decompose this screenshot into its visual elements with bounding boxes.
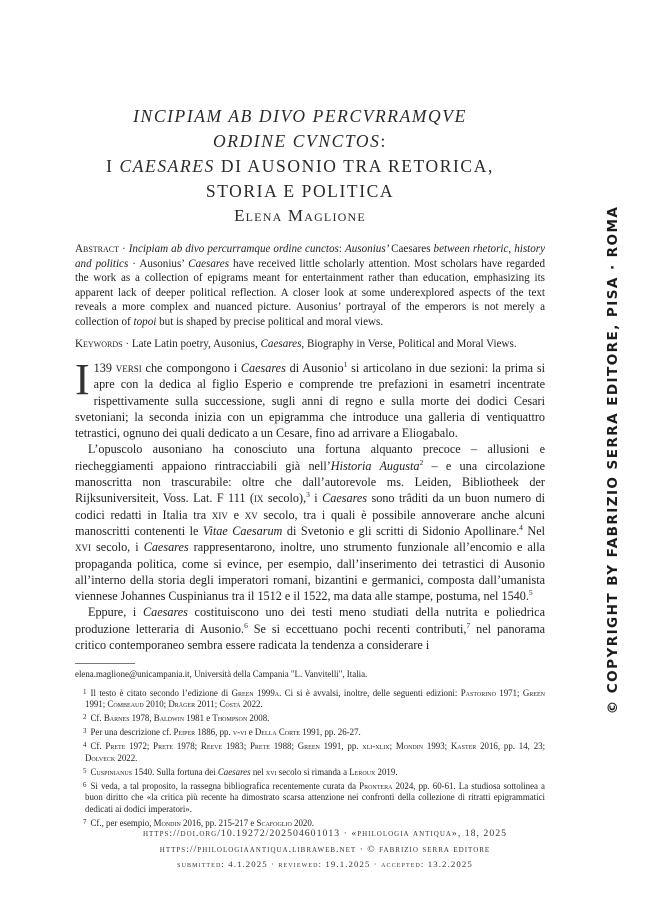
footnote-3 xyxy=(75,726,545,739)
abstract-title-en: between rhetoric, history and politics xyxy=(75,243,546,270)
footnote-text: Cf. xyxy=(90,741,106,751)
keywords-label: Keywords xyxy=(75,338,123,350)
author-name: Elena Maglione xyxy=(234,206,366,225)
footnote-citation: Leroux 2019 xyxy=(349,766,396,777)
paragraph-3 xyxy=(75,604,545,653)
footnote-number: 6 xyxy=(83,780,87,789)
footnote-citation: Barnes 1978, Baldwin 1981 xyxy=(103,713,205,723)
author-affiliation: elena.maglione@unicampania.it, Università della Campania "L. Vanvitelli", Italia. xyxy=(75,669,368,679)
footnote-citation: Prete 1972; Prete 1978; Reeve 1983; Prete 1988; Green 1991 xyxy=(105,741,342,751)
body-text: xiv xyxy=(211,507,228,522)
footnote-text: . xyxy=(267,713,270,723)
footnote-citation: Della Corte 1991 xyxy=(254,727,321,737)
footnote-citation: Mondin 1993; Kaster 2016 xyxy=(395,741,498,751)
title-line-2-italic: ORDINE CVNCTOS xyxy=(213,131,381,151)
footnote-ref[interactable]: 3 xyxy=(306,490,310,500)
keywords-text: , Biography in Verse, Political and Moral Views. xyxy=(301,338,517,350)
footnote-4 xyxy=(75,740,545,764)
footnote-text: . Sulla fortuna dei xyxy=(152,766,218,777)
title-line-3 xyxy=(0,154,600,179)
title-line-3-prefix: I xyxy=(106,156,120,176)
body-text: Caesares xyxy=(240,361,286,375)
journal-url-line[interactable]: https://philologiaantiqua.libraweb.net · © fabrizio serra editore xyxy=(159,844,491,855)
footnotes xyxy=(75,669,545,831)
footnote-2 xyxy=(75,712,545,725)
title-line-2-colon: : xyxy=(380,131,387,151)
footnote-citation: Dolveck 2022 xyxy=(85,752,136,763)
footnote-6 xyxy=(75,780,545,816)
footnote-divider xyxy=(75,663,135,664)
side-copyright-notice xyxy=(598,205,628,715)
body-text: rappresentarono, inoltre, uno strumento funzionale all’encomio e alla propaganda politica, come si evince, per esempio, dall’inserimento dei tetrastici di Ausonio all’interno della storia degli imperatori romani, bizantini e germanici, composta dall’umanista viennese Johannes Cuspinianus tra il 1512 e il 1522, ma data alle stampe, postuma, nel 1540. xyxy=(75,540,545,604)
abstract-title-en: Caesares xyxy=(391,243,431,255)
body-text: Nel xyxy=(522,523,546,538)
doi-line[interactable]: https://doi.org/10.19272/202504601013 · «philologia antiqua», 18, 2025 xyxy=(142,828,508,839)
abstract-text: · Ausonius’ xyxy=(128,257,189,270)
abstract-text: topoi xyxy=(133,315,157,328)
body-text: ix xyxy=(253,491,264,506)
body-text: si articolano in due sezioni: la prima si apre con la dedica al figlio Esperio e comprende tre prefazioni in esametri incentrate rispettivamente sulla successione, sugli anni di regno e sulla morte dei dodici Cesari svetoniani; la seconda inizia con un epigramma che introduce una galleria di ventiquattro tetrastici, ognuno dei quali dedicato a un Cesare, fino ad arrivare a Eliogabalo. xyxy=(75,361,545,441)
footnote-text: . xyxy=(311,817,314,828)
abstract-sep: · xyxy=(119,243,129,255)
footnote-ref[interactable]: 5 xyxy=(528,588,533,598)
footnote-text: . xyxy=(135,752,138,763)
footnote-text: Caesares xyxy=(217,766,251,777)
footnote-ref[interactable]: 2 xyxy=(419,457,424,467)
footnote-text: , pp. 60-61. La studiosa sottolinea a buon diritto che «la critica più recente ha dimostrato scarsa attenzione nei confronti della collezione di ritratti epigrammatici dedicati ai dodici imperatori». xyxy=(85,780,545,814)
body-text: di Ausonio xyxy=(285,361,344,375)
abstract-text: Caesares xyxy=(188,257,230,270)
footnote-citation: Thompson 2008 xyxy=(212,713,268,723)
article-title xyxy=(0,104,600,204)
footnote-text: Il testo è citato secondo l’edizione di xyxy=(90,687,232,698)
footnote-text: , pp. xyxy=(215,727,233,737)
abstract-label: Abstract xyxy=(75,243,120,255)
keywords-text: Late Latin poetry, Ausonius, xyxy=(131,338,261,350)
footnote-text: xvi xyxy=(265,766,277,777)
footnote-text: , pp. 215-217 e xyxy=(200,817,257,828)
footnote-text: e xyxy=(246,727,255,737)
title-line-1: INCIPIAM AB DIVO PERCVRRAMQVE xyxy=(133,106,467,126)
body-text: e xyxy=(227,507,245,522)
footnote-number: 5 xyxy=(83,766,87,775)
body-text: Caesares xyxy=(142,605,188,620)
body-text: di Svetonio e gli scritti di Sidonio Apollinare. xyxy=(282,523,520,538)
body-text: Se si eccettuano pochi recenti contributi, xyxy=(247,621,467,636)
paragraph-2 xyxy=(75,441,545,604)
footnote-number: 1 xyxy=(83,687,87,696)
body-text: che compongono i xyxy=(141,361,241,375)
footnote-number: 4 xyxy=(83,741,87,749)
abstract-text: but is shaped by precise political and moral views. xyxy=(156,315,384,328)
footnote-text: Per una descrizione cf. xyxy=(90,727,174,737)
body-text: secolo, i xyxy=(91,540,144,555)
body-text: xvi xyxy=(75,540,91,555)
footnote-citation: Pastorino 1971; Green 1991; Combeaud 2010; Dräger 2011; Costa 2022 xyxy=(85,687,545,709)
footnote-text: secolo si rimanda a xyxy=(276,766,350,777)
abstract-text: : xyxy=(338,243,345,255)
drop-cap: I xyxy=(75,355,90,404)
footnote-ref[interactable]: 4 xyxy=(519,522,523,532)
body-text: i xyxy=(309,491,323,506)
title-line-3-suffix: DI AUSONIO TRA RETORICA, xyxy=(214,156,494,176)
footnote-text: nel xyxy=(250,766,266,777)
footnote-text: . xyxy=(260,699,263,709)
footnote-1 xyxy=(75,687,545,711)
footnote-text: ; xyxy=(389,741,396,751)
footnote-text: v-vi xyxy=(232,727,247,737)
body-text: 139 versi xyxy=(93,361,142,375)
title-line-3-italic: CAESARES xyxy=(119,156,215,176)
body-text: sono trâditi da un buon numero di codici redatti in Italia tra xyxy=(75,491,546,522)
body-text: nel panorama critico contemporaneo sembra essere radicata la tendenza a considerare i xyxy=(75,621,545,653)
abstract-title-latin: Incipiam ab divo percurramque ordine cunctos xyxy=(128,243,339,255)
footnote-text: , pp. xyxy=(341,741,363,751)
footnote-number: 7 xyxy=(83,817,87,826)
footnote-ref[interactable]: 6 xyxy=(244,620,248,630)
body-text: Historia Augusta xyxy=(330,458,420,473)
paragraph-1 xyxy=(75,355,545,441)
copyright-text: © COPYRIGHT BY FABRIZIO SERRA EDITORE, PISA · ROMA xyxy=(605,205,621,715)
keywords-sep: · xyxy=(122,338,132,350)
footnote-text: , pp. 26-27. xyxy=(320,727,361,737)
footnote-citation: Scafoglio 2020 xyxy=(256,817,312,828)
body-text: Vitae Caesarum xyxy=(202,523,283,538)
abstract-text: have received little scholarly attention. Most scholars have regarded the work as a collection of epigrams meant for entertainment rather than education, emphasizing its apparent lack of deeper political reflection. A closer look at some underexplored aspects of the text reveals a more complex and nuanced picture. Ausonius’ portrayal of the emperors is not merely a collection of xyxy=(75,257,546,328)
abstract xyxy=(75,242,545,330)
title-line-4: STORIA E POLITICA xyxy=(205,181,395,201)
footnote-citation: Cuspinianus 1540 xyxy=(90,766,153,777)
footnote-text: e xyxy=(204,713,213,723)
footnote-text: . xyxy=(395,766,398,777)
body-text: Eppure, i xyxy=(88,605,143,620)
body-text: xv xyxy=(244,507,258,522)
footnote-text: , pp. 14, 23; xyxy=(497,741,546,751)
body-text: – e una circolazione manoscritta non trascurabile: oltre che dall’autorevole ms. Leiden, Bibliotheek der Rijksuniversiteit, Voss. Lat. F 111 ( xyxy=(75,458,545,506)
body-text: secolo), xyxy=(263,491,307,506)
article-body xyxy=(75,355,546,653)
footnote-text: Cf. xyxy=(90,713,104,723)
footnote-number: 2 xyxy=(83,713,87,721)
footnote-ref[interactable]: 7 xyxy=(466,620,471,630)
body-text: Caesares xyxy=(322,491,368,506)
body-text: costituiscono uno dei testi meno studiati della nutrita e poliedrica produzione letteraria di Ausonio. xyxy=(75,605,545,636)
body-text: Caesares xyxy=(143,540,189,555)
keywords xyxy=(75,337,545,352)
body-text: secolo, tra i quali è possibile annoverare anche alcuni manoscritti contenenti le xyxy=(75,507,545,538)
footnote-number: 3 xyxy=(83,727,87,735)
footnote-5 xyxy=(75,766,545,779)
footnote-ref[interactable]: 1 xyxy=(343,359,348,369)
footnote-text: . Ci si è avvalsi, inoltre, delle seguenti edizioni: xyxy=(279,687,461,698)
title-line-2 xyxy=(0,129,600,154)
footnote-text: Cf., per esempio, xyxy=(90,817,154,828)
footnote-citation: Mondin 2016 xyxy=(153,817,201,828)
footnote-citation: Peiper 1886 xyxy=(173,727,216,737)
footnote-citation: Prontera 2024 xyxy=(359,780,414,791)
footnote-text: Si veda, a tal proposito, la rassegna bibliografica recentemente curata da xyxy=(90,780,360,791)
submission-dates: submitted: 4.1.2025 · reviewed: 19.1.2025 · accepted: 13.2.2025 xyxy=(177,859,473,869)
footnote-citation: Green 1999a xyxy=(231,687,280,698)
footnote-text: xli-xlix xyxy=(362,741,390,751)
body-text: L’opuscolo ausoniano ha conosciuto una fortuna alquanto precoce – allusioni e riecheggiamenti appaiono rintracciabili già nell’ xyxy=(75,442,545,473)
abstract-title-en: Ausonius’ xyxy=(344,243,392,255)
keywords-text: Caesares xyxy=(260,338,302,350)
